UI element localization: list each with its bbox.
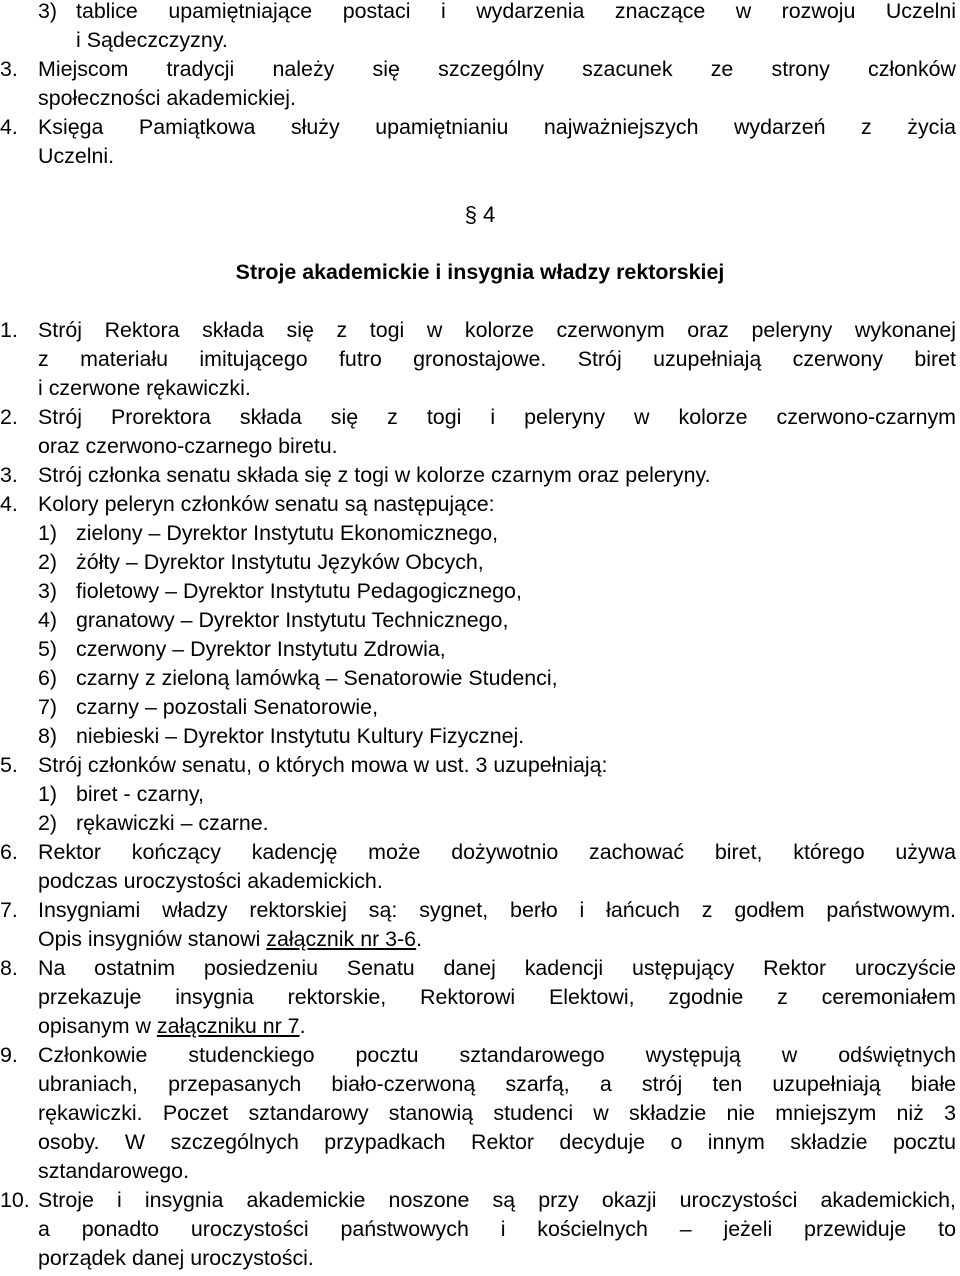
- attachment-reference: załączniku nr 7: [156, 1014, 300, 1038]
- item-number: 5.: [0, 753, 18, 777]
- paragraph-line: tablice upamiętniające postaci i wydarzenia znaczące w rozwoju Uczelni: [76, 0, 956, 23]
- paragraph-line: Stroje i insygnia akademickie noszone są przy okazji uroczystości akademickich,: [38, 1188, 956, 1212]
- sub-item-text: biret - czarny,: [76, 782, 204, 806]
- paragraph-line: osoby. W szczególnych przypadkach Rektor decyduje o innym składzie pocztu: [38, 1130, 956, 1154]
- sub-item-number: 7): [38, 695, 58, 719]
- sub-item-number: 2): [38, 811, 58, 835]
- paragraph-line: społeczności akademickiej.: [38, 86, 296, 110]
- sub-item-text: czarny – pozostali Senatorowie,: [76, 695, 379, 719]
- sub-item-text: fioletowy – Dyrektor Instytutu Pedagogicznego,: [76, 579, 522, 603]
- sub-item-number: 3): [38, 579, 58, 603]
- paragraph-line: Kolory peleryn członków senatu są następujące:: [38, 492, 495, 516]
- sub-item-number: 1): [38, 521, 58, 545]
- paragraph-text: .: [299, 1014, 306, 1038]
- section-title: Stroje akademickie i insygnia władzy rektorskiej: [235, 260, 725, 284]
- paragraph-line: Księga Pamiątkowa służy upamiętnianiu najważniejszych wydarzeń z życia: [38, 115, 956, 139]
- paragraph-line: rękawiczki. Poczet sztandarowy stanowią studenci w składzie nie mniejszym niż 3: [38, 1101, 956, 1125]
- paragraph-line: [38, 925, 422, 954]
- paragraph-line: Strój Rektora składa się z togi w kolorze czerwonym oraz peleryny wykonanej: [38, 318, 956, 342]
- sub-item-text: żółty – Dyrektor Instytutu Języków Obcych,: [76, 550, 484, 574]
- sub-item-number: 5): [38, 637, 58, 661]
- sub-item-number: 1): [38, 782, 58, 806]
- paragraph-line: z materiału imitującego futro gronostajowe. Strój uzupełniają czerwony biret: [38, 347, 956, 371]
- paragraph-line: oraz czerwono-czarnego biretu.: [38, 434, 338, 458]
- sub-item-number: 6): [38, 666, 58, 690]
- paragraph-text: Opis insygniów stanowi: [38, 927, 267, 951]
- sub-item-text: czarny z zieloną lamówką – Senatorowie Studenci,: [76, 666, 558, 690]
- item-number: 10.: [0, 1188, 30, 1212]
- paragraph-text: opisanym w: [38, 1014, 157, 1038]
- sub-item-number: 4): [38, 608, 58, 632]
- paragraph-line: sztandarowego.: [38, 1159, 190, 1183]
- paragraph-line: i Sądeczczyzny.: [76, 28, 228, 52]
- paragraph-line: podczas uroczystości akademickich.: [38, 869, 383, 893]
- paragraph-line: Strój członków senatu, o których mowa w ust. 3 uzupełniają:: [38, 753, 608, 777]
- item-number: 6.: [0, 840, 18, 864]
- paragraph-line: Uczelni.: [38, 144, 115, 168]
- item-number: 7.: [0, 898, 18, 922]
- paragraph-line: przekazuje insygnia rektorskie, Rektorowi Elektowi, zgodnie z ceremoniałem: [38, 985, 956, 1009]
- item-number: 8.: [0, 956, 18, 980]
- item-number: 2.: [0, 405, 18, 429]
- paragraph-line: Rektor kończący kadencję może dożywotnio zachować biret, którego używa: [38, 840, 956, 864]
- item-number: 9.: [0, 1043, 18, 1067]
- sub-item-text: niebieski – Dyrektor Instytutu Kultury Fizycznej.: [76, 724, 525, 748]
- paragraph-line: Na ostatnim posiedzeniu Senatu danej kadencji ustępujący Rektor uroczyście: [38, 956, 956, 980]
- sub-item-text: rękawiczki – czarne.: [76, 811, 269, 835]
- item-number: 4.: [0, 492, 18, 516]
- attachment-reference: załącznik nr 3-6: [266, 927, 417, 951]
- paragraph-line: i czerwone rękawiczki.: [38, 376, 251, 400]
- item-number: 1.: [0, 318, 18, 342]
- section-number: § 4: [464, 202, 496, 227]
- sub-item-number: 3): [38, 0, 58, 23]
- paragraph-line: Miejscom tradycji należy się szczególny szacunek ze strony członków: [38, 57, 956, 81]
- paragraph-line: Strój członka senatu składa się z togi w kolorze czarnym oraz peleryny.: [38, 463, 711, 487]
- paragraph-line: Członkowie studenckiego pocztu sztandarowego występują w odświętnych: [38, 1043, 956, 1067]
- item-number: 3.: [0, 463, 18, 487]
- paragraph-line: Strój Prorektora składa się z togi i peleryny w kolorze czerwono-czarnym: [38, 405, 956, 429]
- item-number: 4.: [0, 115, 18, 139]
- sub-item-number: 8): [38, 724, 58, 748]
- sub-item-text: zielony – Dyrektor Instytutu Ekonomicznego,: [76, 521, 499, 545]
- paragraph-line: ubraniach, przepasanych biało-czerwoną szarfą, a strój ten uzupełniają białe: [38, 1072, 956, 1096]
- paragraph-text: .: [416, 927, 423, 951]
- paragraph-line: a ponadto uroczystości państwowych i kościelnych – jeżeli przewiduje to: [38, 1217, 956, 1241]
- sub-item-text: czerwony – Dyrektor Instytutu Zdrowia,: [76, 637, 446, 661]
- item-number: 3.: [0, 57, 18, 81]
- paragraph-line: [38, 1012, 306, 1041]
- paragraph-line: Insygniami władzy rektorskiej są: sygnet, berło i łańcuch z godłem państwowym.: [38, 898, 956, 922]
- sub-item-number: 2): [38, 550, 58, 574]
- sub-item-text: granatowy – Dyrektor Instytutu Technicznego,: [76, 608, 509, 632]
- paragraph-line: porządek danej uroczystości.: [38, 1246, 314, 1270]
